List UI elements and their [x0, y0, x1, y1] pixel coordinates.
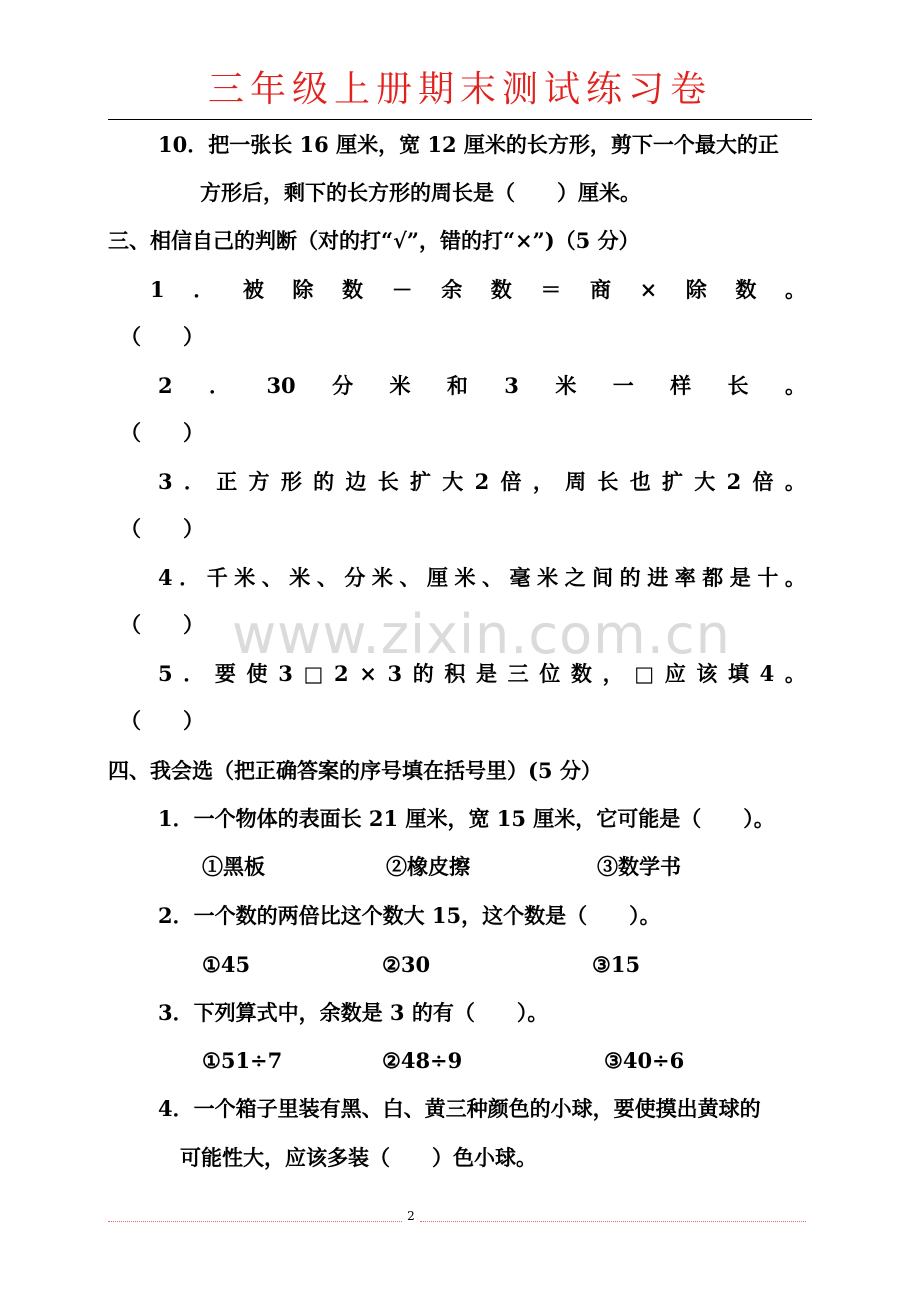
judge-token: 米 — [555, 373, 577, 398]
judge-token: 、 — [261, 565, 283, 590]
judge-token: 也 — [629, 469, 651, 494]
judge-token: 位 — [539, 661, 561, 686]
judge-token: 厘 — [426, 565, 448, 590]
judge-item-5-answer-paren: （ ） — [120, 708, 204, 733]
judge-token: 要 — [214, 661, 236, 686]
judge-item-1-answer-paren: （ ） — [120, 324, 204, 349]
judge-token: 数 — [735, 277, 757, 302]
judge-token: 倍 — [752, 469, 774, 494]
judge-token: 方 — [248, 469, 270, 494]
judge-token: 正 — [216, 469, 238, 494]
choice-q3-option-1: ①51÷7 — [202, 1048, 283, 1073]
judge-token: 该 — [696, 661, 718, 686]
judge-token: ． — [183, 469, 205, 494]
judge-token: 毫 — [509, 565, 531, 590]
judge-token: ＝ — [540, 277, 562, 302]
judge-token: 4 — [158, 565, 173, 590]
q10-line-1: 10．把一张长 16 厘米，宽 12 厘米的长方形，剪下一个最大的正 — [158, 132, 779, 157]
choice-q3-option-2: ②48÷9 — [382, 1048, 463, 1073]
choice-q2-stem: 2．一个数的两倍比这个数大 15，这个数是（ ）。 — [158, 903, 661, 928]
judge-token: 2 — [474, 469, 490, 494]
judge-token: 的 — [412, 661, 434, 686]
judge-token: ． — [179, 565, 201, 590]
judge-token: 米 — [454, 565, 476, 590]
judge-token: 3 — [504, 373, 519, 398]
judge-token: ， — [602, 661, 624, 686]
judge-token: ． — [209, 373, 231, 398]
judge-token: 都 — [702, 565, 724, 590]
judge-token: 米 — [537, 565, 559, 590]
judge-token: 数 — [570, 661, 592, 686]
judge-token: 使 — [246, 661, 268, 686]
judge-token: □ — [303, 661, 324, 686]
choice-q1-option-1: ①黑板 — [202, 854, 265, 879]
choice-q1-option-3: ③数学书 — [597, 854, 681, 879]
judge-token: 除 — [685, 277, 707, 302]
judge-token: 、 — [399, 565, 421, 590]
judge-token: 扩 — [410, 469, 431, 494]
judge-token: 米 — [234, 565, 256, 590]
judge-token: 大 — [694, 469, 716, 494]
judge-token: 分 — [344, 565, 366, 590]
judge-token: 的 — [313, 469, 335, 494]
judge-token: 3 — [278, 661, 293, 686]
judge-token: × — [639, 277, 658, 302]
judge-token: 5 — [158, 661, 173, 686]
judge-item-4 — [158, 563, 806, 593]
judge-item-3-answer-paren: （ ） — [120, 516, 204, 541]
judge-token: 一 — [612, 373, 634, 398]
judge-token: 进 — [647, 565, 669, 590]
page-title: 三年级上册期末测试练习卷 — [207, 69, 712, 110]
judge-token: 除 — [292, 277, 314, 302]
judge-token: 应 — [664, 661, 686, 686]
choice-q4-line-2: 可能性大，应该多装（ ）色小球。 — [180, 1145, 537, 1170]
judge-item-3 — [158, 467, 806, 497]
judge-token: 形 — [280, 469, 302, 494]
judge-item-4-answer-paren: （ ） — [120, 612, 204, 637]
judge-token: ． — [193, 277, 215, 302]
judge-token: 数 — [490, 277, 512, 302]
judge-token: 被 — [242, 277, 264, 302]
judge-token: 千 — [206, 565, 228, 590]
judge-token: 是 — [476, 661, 497, 686]
judge-token: 十 — [757, 565, 779, 590]
choice-q1-option-2: ②橡皮擦 — [386, 854, 470, 879]
choice-q3-option-3: ③40÷6 — [604, 1048, 685, 1073]
judge-token: 长 — [597, 469, 619, 494]
judge-token: 1 — [150, 277, 165, 302]
judge-token: 是 — [729, 565, 751, 590]
judge-token: ， — [532, 469, 554, 494]
judge-token: 2 — [726, 469, 742, 494]
judge-token: 三 — [507, 661, 529, 686]
judge-token: 。 — [784, 469, 806, 494]
judge-token: 的 — [619, 565, 641, 590]
judge-token: 率 — [674, 565, 696, 590]
choice-q2-option-3: ③15 — [592, 952, 641, 977]
judge-token: 周 — [565, 469, 587, 494]
choice-q2-option-1: ①45 — [202, 952, 251, 977]
judge-token: 间 — [592, 565, 614, 590]
section-3-heading: 三、相信自己的判断（对的打“√”，错的打“×”)（5 分） — [108, 228, 640, 253]
judge-token: 3 — [158, 469, 173, 494]
footer-rule-right — [420, 1221, 806, 1222]
judge-token: 商 — [589, 277, 611, 302]
section-4-heading: 四、我会选（把正确答案的序号填在括号里）(5 分） — [108, 758, 602, 783]
judge-token: 米 — [371, 565, 393, 590]
judge-token: 积 — [444, 661, 466, 686]
watermark: www.zixin.com.cn — [232, 603, 731, 666]
judge-token: 4 — [759, 661, 775, 686]
judge-token: 30 — [266, 373, 296, 398]
judge-token: 填 — [727, 661, 749, 686]
judge-token: 3 — [387, 661, 403, 686]
judge-token: 2 — [333, 661, 349, 686]
judge-item-2 — [158, 371, 806, 401]
choice-q1-stem: 1．一个物体的表面长 21 厘米，宽 15 厘米，它可能是（ ）。 — [158, 806, 775, 831]
q10-line-2: 方形后，剩下的长方形的周长是（ ）厘米。 — [200, 180, 641, 205]
judge-token: 分 — [332, 373, 354, 398]
judge-token: 长 — [727, 373, 749, 398]
judge-token: 米 — [289, 565, 311, 590]
judge-token: □ — [634, 661, 655, 686]
judge-token: × — [359, 661, 377, 686]
judge-token: 。 — [784, 661, 806, 686]
judge-token: 。 — [784, 277, 806, 302]
judge-token: ． — [183, 661, 205, 686]
judge-token: 、 — [316, 565, 338, 590]
choice-q2-option-2: ②30 — [382, 952, 431, 977]
judge-token: 余 — [441, 277, 463, 302]
judge-item-1 — [150, 275, 806, 305]
judge-token: 2 — [158, 373, 173, 398]
judge-token: 米 — [389, 373, 411, 398]
judge-token: 数 — [342, 277, 363, 302]
judge-token: 大 — [442, 469, 464, 494]
judge-token: 倍 — [500, 469, 522, 494]
judge-token: 样 — [670, 373, 692, 398]
choice-q3-stem: 3．下列算式中，余数是 3 的有（ ）。 — [158, 1000, 549, 1025]
judge-token: 长 — [377, 469, 399, 494]
judge-token: － — [391, 277, 413, 302]
judge-token: 、 — [482, 565, 503, 590]
judge-token: 。 — [784, 565, 806, 590]
footer-rule-left — [108, 1221, 402, 1222]
choice-q4-line-1: 4．一个箱子里装有黑、白、黄三种颜色的小球，要使摸出黄球的 — [158, 1096, 761, 1121]
judge-token: 扩 — [662, 469, 683, 494]
judge-token: 和 — [446, 373, 468, 398]
title-divider — [108, 119, 812, 120]
judge-token: 边 — [345, 469, 367, 494]
page-number: 2 — [407, 1209, 415, 1223]
judge-item-2-answer-paren: （ ） — [120, 420, 204, 445]
judge-token: 之 — [564, 565, 586, 590]
judge-token: 。 — [784, 373, 806, 398]
